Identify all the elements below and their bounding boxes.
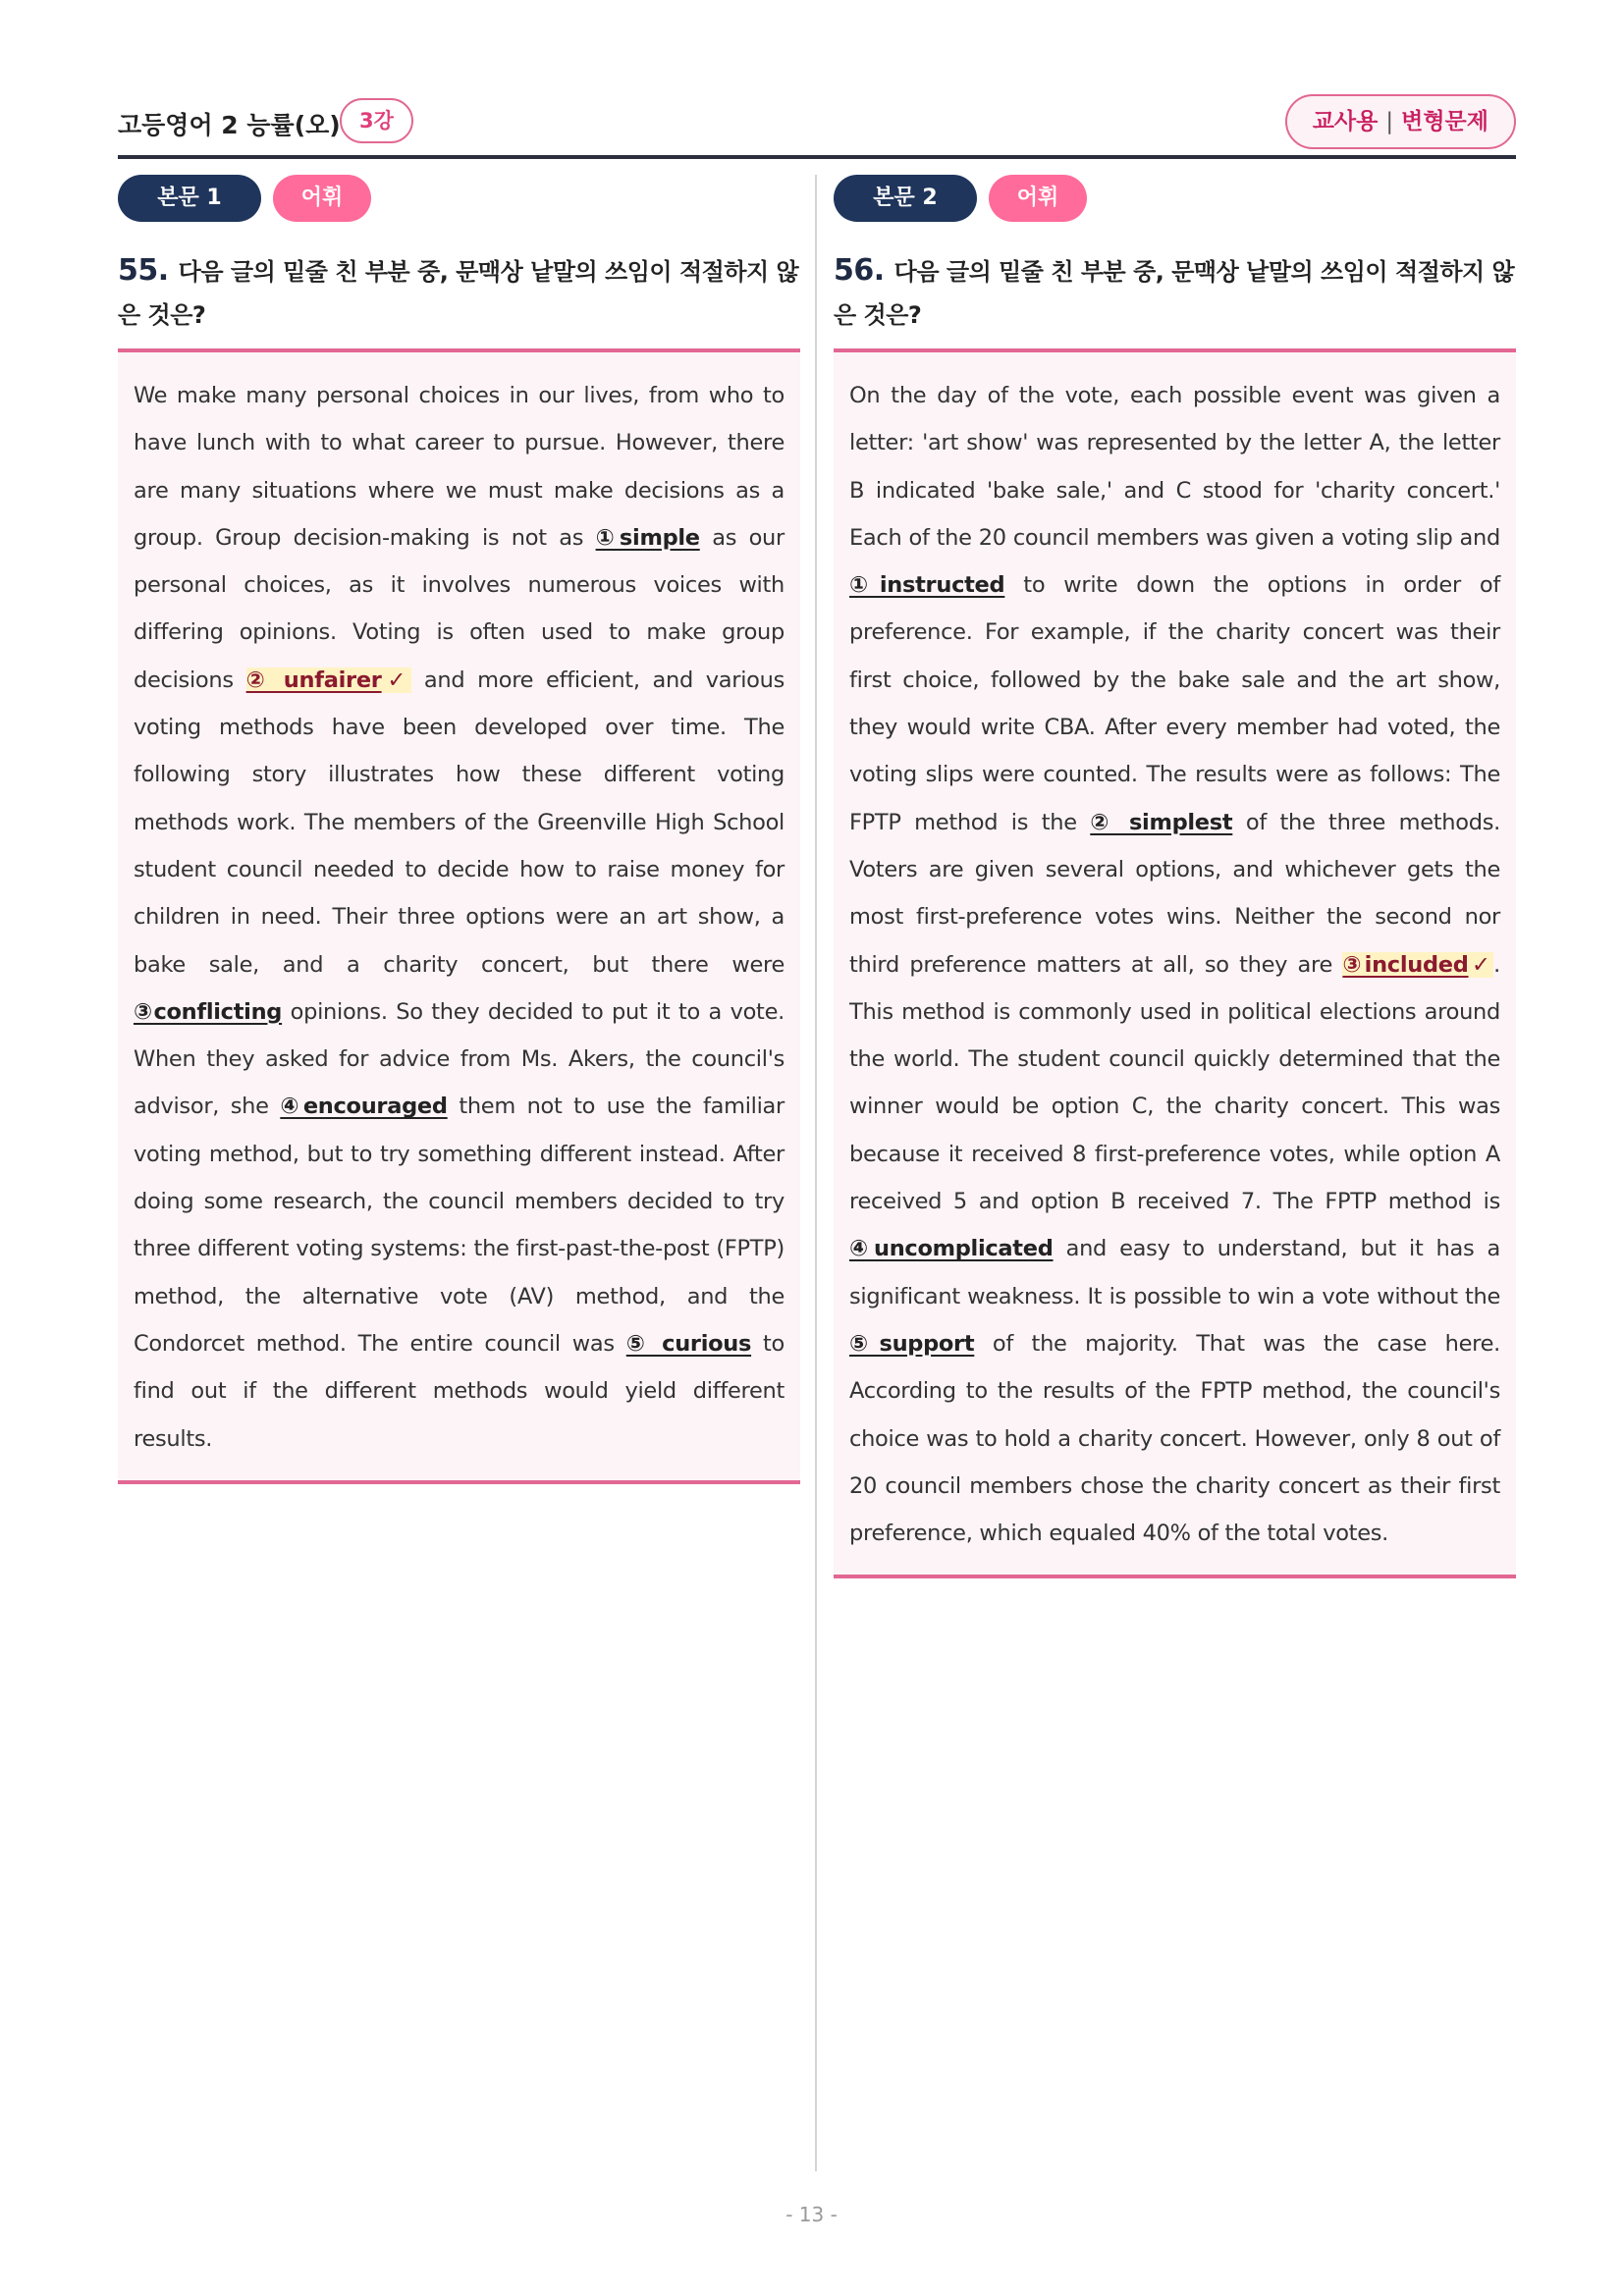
question-text: 다음 글의 밑줄 친 부분 중, 문맥상 낱말의 쓰임이 적절하지 않은 것은? (118, 258, 799, 329)
answer-choice-word: ③included (1342, 951, 1469, 978)
type-tag: 어휘 (989, 175, 1087, 222)
question-number: 55. (118, 253, 169, 288)
column-divider (815, 175, 817, 2171)
underlined-choice: ④encouraged (280, 1094, 448, 1120)
worksheet-type-badge (1285, 94, 1516, 149)
underlined-choice: ①instructed (849, 572, 1005, 599)
passage-text: to write down the options in order of preference. For example, if the charity concert was their first choice, followed by the bake sale and the art show, they would write CBA. After every member had voted, the voting slips were counted. The results were as follows: The FPTP method is the (849, 572, 1500, 835)
answer-choice (246, 667, 411, 693)
type-right-label: 변형문제 (1401, 109, 1488, 134)
question-number: 56. (834, 253, 885, 288)
passage-bottom-divider (118, 1480, 800, 1484)
underlined-choice: ⑤ curious (625, 1330, 752, 1357)
passage-text: of the three methods. Voters are given several options, and whichever gets the most first-preference votes wins. Neither the second nor third preference matters at all, so they are (849, 809, 1500, 978)
underlined-choice: ①simple (595, 524, 700, 551)
lesson-badge: 3강 (340, 98, 413, 143)
answer-choice (1342, 952, 1493, 978)
page-number: - 13 - (785, 2203, 838, 2226)
passage-text: . This method is commonly used in political elections around the world. The student council quickly determined that the winner would be option C, the charity concert. This was because it received 8 first-preference votes, while option A received 5 and option B received 7. The FPTP method is (849, 951, 1500, 1215)
passage-text: opinions. So they decided to put it to a vote. When they asked for advice from Ms. Akers, the council's advisor, she (134, 998, 784, 1120)
question-prompt (118, 249, 800, 337)
passage-text: We make many personal choices in our lives, from who to have lunch with to what career to pursue. However, there are many situations where we must make decisions as a group. Group decision-making is not as (134, 383, 784, 551)
question-column-2 (834, 175, 1516, 1578)
check-mark-icon: ✓ (381, 667, 412, 693)
passage-text: as our personal choices, as it involves numerous voices with differing opinions. Voting is often used to make group decisions (134, 524, 784, 693)
type-separator: | (1385, 109, 1394, 134)
question-tags (118, 175, 800, 222)
underlined-choice: ⑤support (849, 1330, 975, 1357)
underlined-choice: ③conflicting (134, 998, 283, 1025)
underlined-choice: ④uncomplicated (849, 1236, 1054, 1262)
passage-text: them not to use the familiar voting method, but to try something different instead. After doing some research, the council members decided to try three different voting systems: the first-past-the-post (FPTP) method, the alternative vote (AV) method, and the Condorcet method. The entire council was (134, 1094, 784, 1357)
passage-bottom-divider (834, 1575, 1516, 1578)
passage-box (834, 352, 1516, 1575)
header-divider (118, 155, 1516, 159)
passage-box (118, 352, 800, 1480)
passage-text: and easy to understand, but it has a significant weakness. It is possible to win a vote without the (849, 1236, 1500, 1309)
passage-text: of the majority. That was the case here. According to the results of the FPTP method, the council's choice was to hold a charity concert. However, only 8 out of 20 council members chose the charity concert as their first preference, which equaled 40% of the total votes. (849, 1330, 1500, 1547)
page-header (118, 96, 1516, 161)
question-text: 다음 글의 밑줄 친 부분 중, 문맥상 낱말의 쓰임이 적절하지 않은 것은? (834, 258, 1515, 329)
type-tag: 어휘 (273, 175, 371, 222)
passage-tag: 본문 1 (118, 175, 261, 222)
question-column-1 (118, 175, 800, 1484)
answer-choice-word: ② unfairer (245, 667, 382, 693)
type-left-label: 교사용 (1312, 109, 1379, 134)
passage-tag: 본문 2 (834, 175, 977, 222)
check-mark-icon: ✓ (1468, 951, 1494, 978)
passage-text: to find out if the different methods would yield different results. (134, 1330, 785, 1452)
question-tags (834, 175, 1516, 222)
underlined-choice: ② simplest (1090, 809, 1233, 835)
book-title: 고등영어 2 능률(오) (118, 111, 341, 139)
passage-text: On the day of the vote, each possible event was given a letter: 'art show' was represented by the letter A, the letter B indicated 'bake sale,' and C stood for 'charity concert.' Each of the 20 council members was given a voting slip and (849, 383, 1500, 551)
question-prompt (834, 249, 1516, 337)
passage-text: and more efficient, and various voting methods have been developed over time. The following story illustrates how these different voting methods work. The members of the Greenville High School student council needed to decide how to raise money for children in need. Their three options were an art show, a bake sale, and a charity concert, but there were (134, 667, 784, 978)
